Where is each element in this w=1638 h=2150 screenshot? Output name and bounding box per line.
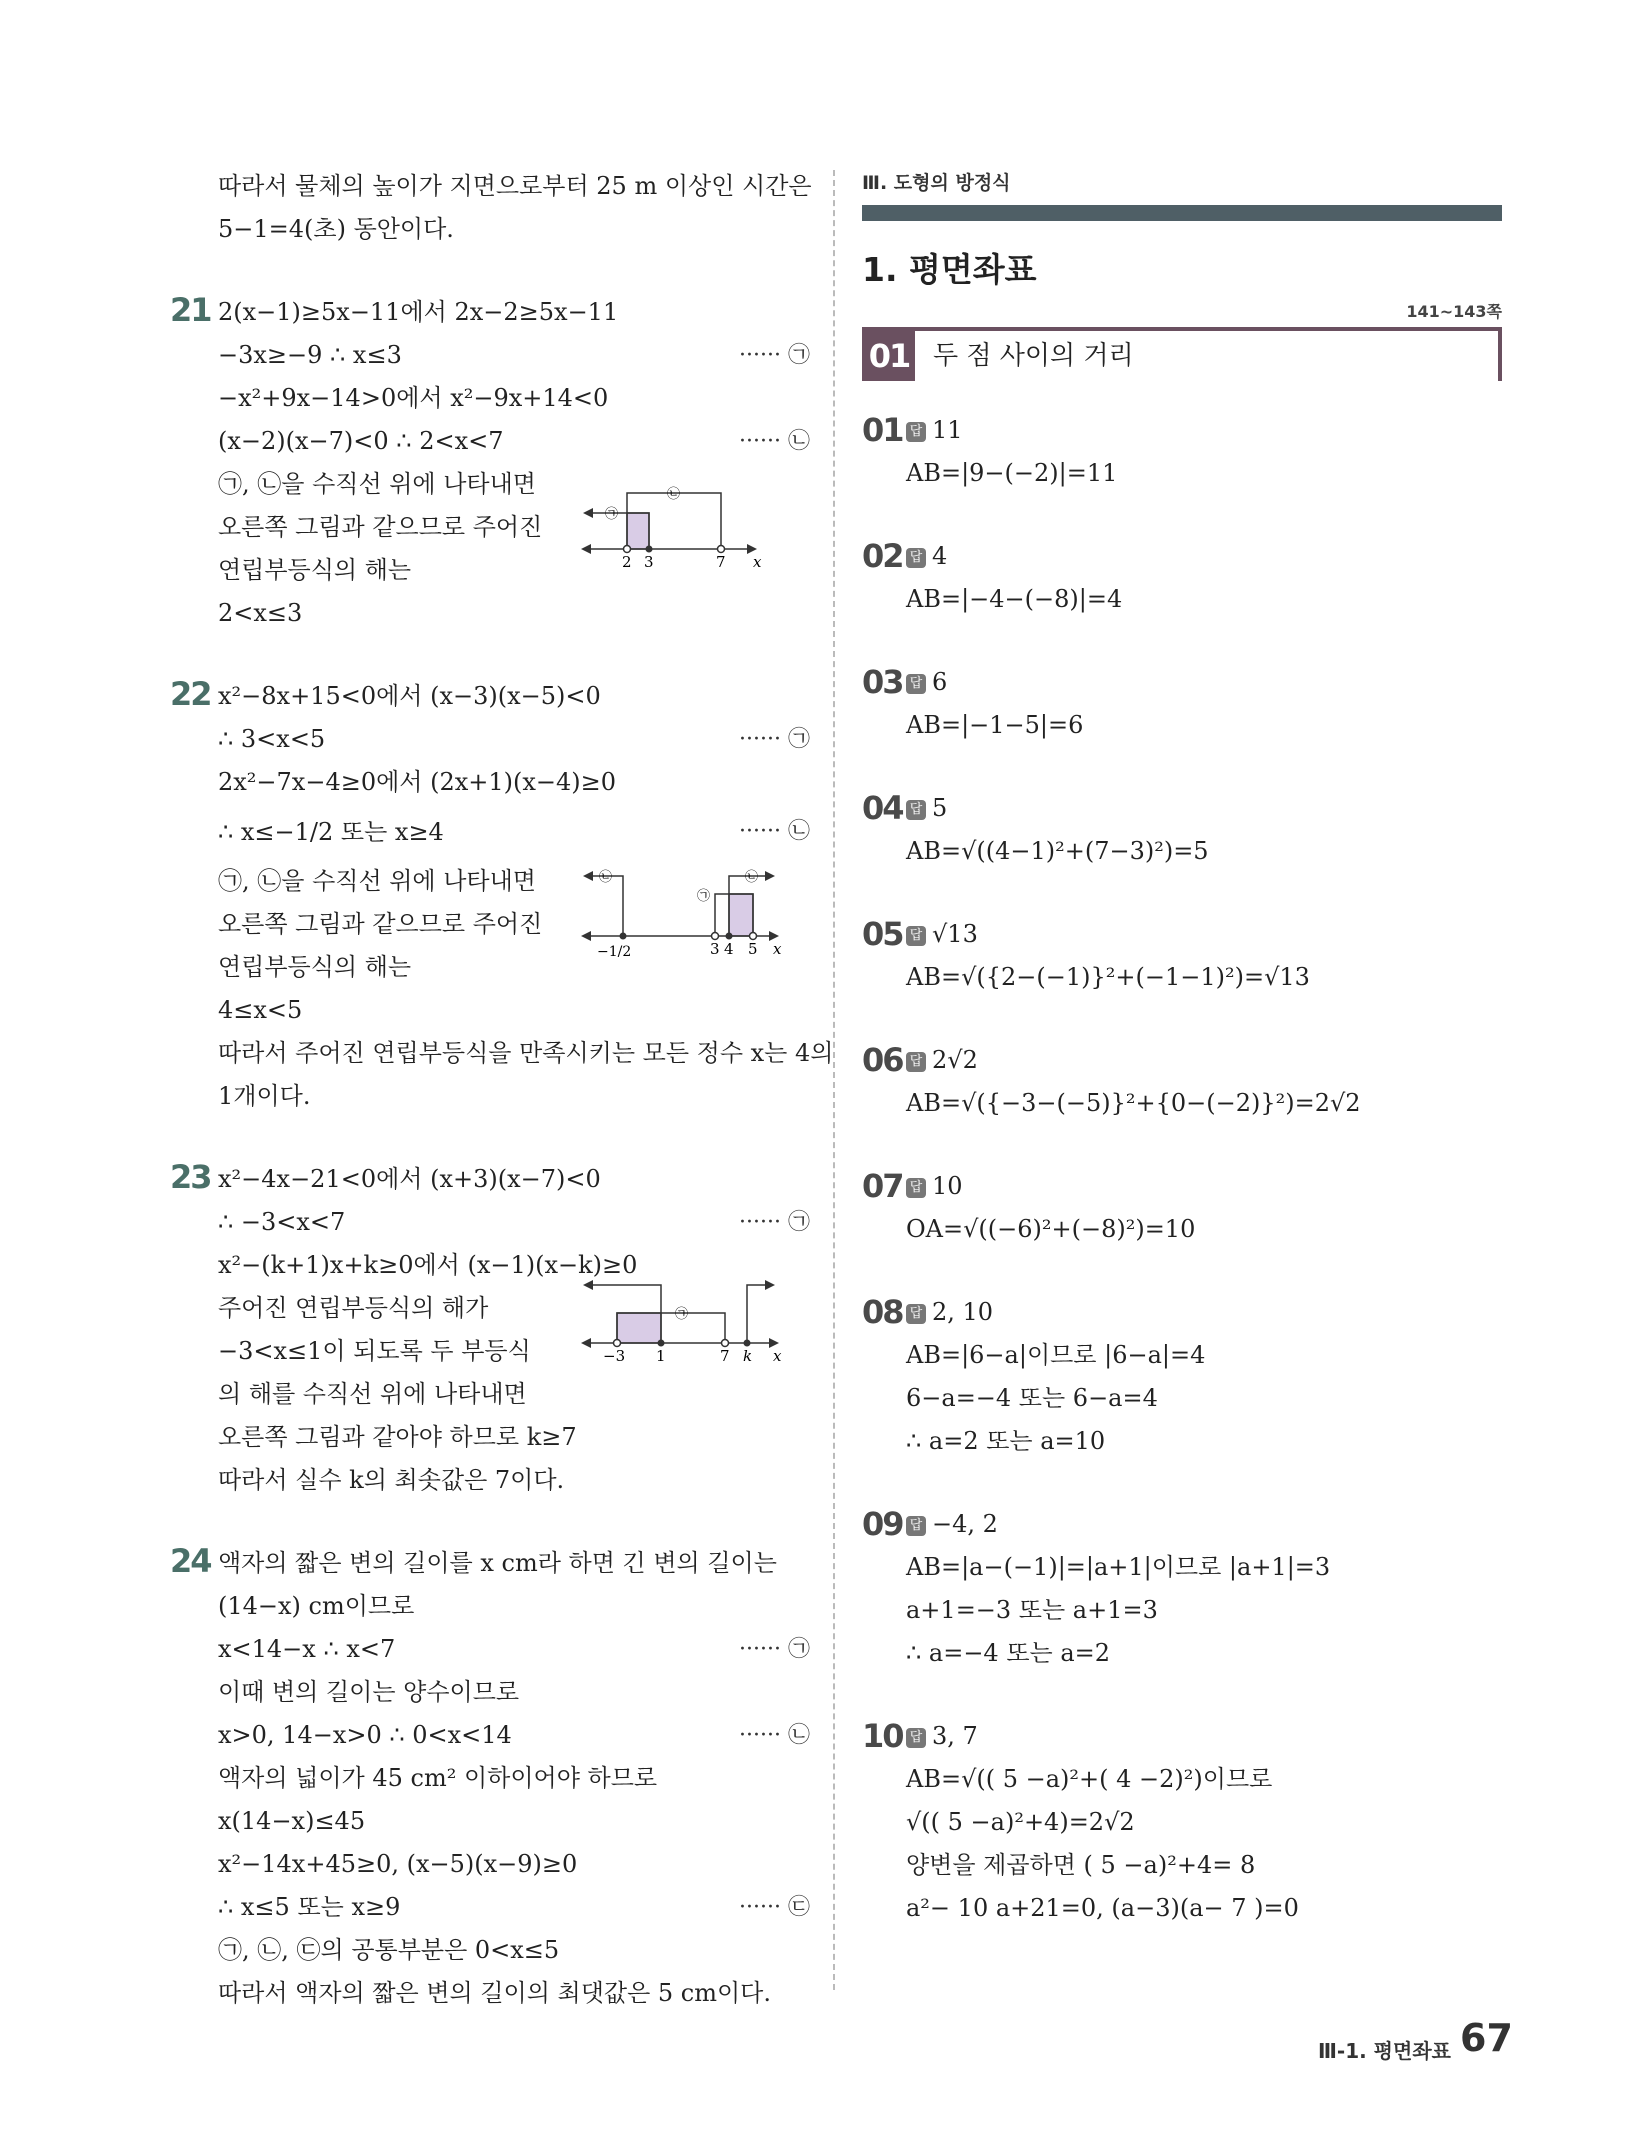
marker: ······ ㉡ [739,1723,810,1748]
question-number: 05 [862,915,903,953]
question-number: 02 [862,537,903,575]
answer-icon: 답 [906,674,926,694]
answer-icon: 답 [906,1178,926,1198]
answer-icon: 답 [906,800,926,820]
question-05 [862,913,1502,999]
question-09 [862,1503,1502,1675]
problem-21 [170,291,810,635]
problem-24 [170,1542,810,2015]
question-02 [862,535,1502,621]
problem-line [170,1459,810,1502]
label-giyeok: ㉠ [605,507,619,522]
tick-minus-3: −3 [603,1347,626,1365]
problem-line [170,761,810,804]
question-number: 07 [862,1167,903,1205]
answer-value: −4, 2 [932,1510,998,1538]
solution-line: 6−a=−4 또는 6−a=4 [906,1384,1158,1412]
problem-line [170,718,810,761]
line-text: 연립부등식의 해는 [218,953,412,981]
line-text: ∴ 3<x<5 [218,725,326,753]
answer-value: 2, 10 [932,1298,994,1326]
chapter-bar [862,205,1502,221]
question-number: 08 [862,1293,903,1331]
solution-line: OA=√((−6)²+(−8)²)=10 [906,1215,1196,1243]
solution-line: a²− 10 a+21=0, (a−3)(a− 7 )=0 [906,1894,1299,1922]
question-number: 03 [862,663,903,701]
answer-value: 11 [932,416,963,444]
question-number: 06 [862,1041,903,1079]
tick-minus-half: −1/2 [597,944,632,960]
tick-4: 4 [724,940,734,958]
solution-region [627,513,649,549]
line-text: 주어진 연립부등식의 해가 [218,1294,489,1322]
question-10 [862,1715,1502,1930]
answer-icon: 답 [906,1052,926,1072]
problem-line [170,1032,834,1075]
problem-line [170,1843,810,1886]
line-text: 따라서 액자의 짧은 변의 길이의 최댓값은 5 cm이다. [218,1979,771,2007]
problem-line [170,675,810,718]
tick-1: 1 [656,1347,666,1365]
section-title: 1. 평면좌표 [862,250,1037,289]
number-line-figure-23 [575,1263,815,1373]
question-06 [862,1039,1502,1125]
problem-line [170,1416,810,1459]
problem-line [170,1585,810,1628]
marker: ······ ㉠ [739,1210,810,1235]
line-text: x²−4x−21<0에서 (x+3)(x−7)<0 [218,1165,601,1193]
tick-7: 7 [716,553,726,571]
label-giyeok: ㉠ [675,1307,689,1322]
line-text: 액자의 넓이가 45 cm² 이하이어야 하므로 [218,1764,658,1792]
line-text: 따라서 주어진 연립부등식을 만족시키는 모든 정수 x는 4의 [218,1039,834,1067]
line-text: ㉠, ㉡을 수직선 위에 나타내면 [218,867,536,895]
marker: ······ ㉡ [739,819,810,844]
left-column [170,165,834,2015]
number-line-figure-22 [575,860,815,980]
solution-line: AB=|−4−(−8)|=4 [906,585,1123,613]
problem-line [170,1757,810,1800]
tick-3: 3 [644,553,654,571]
question-04 [862,787,1502,873]
problem-line [170,804,810,860]
question-01 [862,409,1502,495]
tick-7: 7 [720,1347,730,1365]
problem-line [170,1075,810,1118]
problem-line [170,989,810,1032]
answer-icon: 답 [906,1516,926,1536]
line-text: 연립부등식의 해는 [218,556,412,584]
line-text: x²−(k+1)x+k≥0에서 (x−1)(x−k)≥0 [218,1251,638,1279]
line-text: (14−x) cm이므로 [218,1592,415,1620]
problem-line [170,1886,810,1929]
line-text: 2(x−1)≥5x−11에서 2x−2≥5x−11 [218,298,619,326]
solution-line: ∴ a=−4 또는 a=2 [906,1639,1111,1667]
axis-x: x [773,940,782,958]
marker: ······ ㉢ [739,1895,810,1920]
answer-value: 6 [932,668,948,696]
line-text: x>0, 14−x>0 ∴ 0<x<14 [218,1721,512,1749]
line-text: 액자의 짧은 변의 길이를 x cm라 하면 긴 변의 길이는 [218,1549,777,1577]
line-text: 4≤x<5 [218,996,303,1024]
problem-number: 22 [170,675,211,713]
line-text: x<14−x ∴ x<7 [218,1635,396,1663]
problem-line [170,592,810,635]
problem-line [170,377,810,420]
answer-icon: 답 [906,1304,926,1324]
marker: ······ ㉠ [739,343,810,368]
problem-line [170,1714,810,1757]
problem-line [170,1542,810,1585]
marker: ······ ㉡ [739,429,810,454]
problem-line [170,1201,810,1244]
line-text: x²−14x+45≥0, (x−5)(x−9)≥0 [218,1850,578,1878]
problem-line [170,1158,810,1201]
line-text: ∴ x≤5 또는 x≥9 [218,1893,401,1921]
solution-line: AB=|a−(−1)|=|a+1|이므로 |a+1|=3 [906,1553,1331,1581]
tick-3: 3 [710,940,720,958]
line-text: ∴ −3<x<7 [218,1208,346,1236]
line-text: (x−2)(x−7)<0 ∴ 2<x<7 [218,427,504,455]
answer-icon: 답 [906,926,926,946]
question-number: 04 [862,789,903,827]
question-07 [862,1165,1502,1251]
answer-icon: 답 [906,422,926,442]
page-number: 67 [1460,2016,1513,2060]
solution-line: AB=|6−a|이므로 |6−a|=4 [906,1341,1206,1369]
axis-x: x [753,553,762,571]
answer-value: 5 [932,794,948,822]
topic-box [862,327,1502,381]
topic-number: 01 [863,331,915,381]
footer-section-label: Ⅲ-1. 평면좌표 [1318,2039,1451,2063]
chapter-title: Ⅲ. 도형의 방정식 [862,172,1011,194]
tick-5: 5 [748,940,758,958]
solution-line: AB=√(( 5 −a)²+( 4 −2)²)이므로 [906,1765,1273,1793]
line-text: 따라서 실수 k의 최솟값은 7이다. [218,1466,565,1494]
solution-line: ∴ a=2 또는 a=10 [906,1427,1106,1455]
solution-line: AB=|−1−5|=6 [906,711,1084,739]
line-text: ㉠, ㉡, ㉢의 공통부분은 0<x≤5 [218,1936,560,1964]
problem-line [170,420,810,463]
problem-number: 24 [170,1542,211,1580]
solution-line: AB=|9−(−2)|=11 [906,459,1118,487]
question-number: 09 [862,1505,903,1543]
label-nieun: ㉡ [667,487,681,502]
question-number: 01 [862,411,903,449]
answer-icon: 답 [906,1728,926,1748]
label-nieun: ㉡ [745,870,759,885]
label-nieun: ㉡ [599,870,613,885]
intro-line-1: 따라서 물체의 높이가 지면으로부터 25 m 이상인 시간은 [218,172,812,200]
answer-value: 4 [932,542,948,570]
line-text: ∴ x≤−1/2 또는 x≥4 [218,818,444,846]
answer-value: 10 [932,1172,963,1200]
tick-k: k [743,1347,753,1365]
question-08 [862,1291,1502,1463]
answer-value: √13 [932,920,978,948]
problem-line [170,291,810,334]
line-text: x²−8x+15<0에서 (x−3)(x−5)<0 [218,682,601,710]
label-giyeok: ㉠ [697,889,711,904]
intro-line-2: 5−1=4(초) 동안이다. [218,215,454,243]
line-text: 오른쪽 그림과 같아야 하므로 k≥7 [218,1423,577,1451]
topic-title: 두 점 사이의 거리 [933,341,1134,371]
line-text: 오른쪽 그림과 같으므로 주어진 [218,513,543,541]
marker: ······ ㉠ [739,727,810,752]
solution-line: AB=√({−3−(−5)}²+{0−(−2)}²)=2√2 [906,1089,1361,1117]
line-text: 의 해를 수직선 위에 나타내면 [218,1380,527,1408]
axis-x: x [773,1347,782,1365]
solution-line: 양변을 제곱하면 ( 5 −a)²+4= 8 [906,1851,1256,1879]
line-text: ㉠, ㉡을 수직선 위에 나타내면 [218,470,536,498]
problem-line [170,1671,810,1714]
problem-number: 23 [170,1158,211,1196]
line-text: −3<x≤1이 되도록 두 부등식 [218,1337,531,1365]
line-text: 1개이다. [218,1082,311,1110]
problem-line [170,334,810,377]
marker: ······ ㉠ [739,1637,810,1662]
line-text: 이때 변의 길이는 양수이므로 [218,1678,520,1706]
problem-line [170,1929,810,1972]
problem-line [170,1800,810,1843]
tick-2: 2 [622,553,632,571]
line-text: 2<x≤3 [218,599,303,627]
problem-line [170,1628,810,1671]
answer-value: 3, 7 [932,1722,978,1750]
right-column [862,165,1502,1930]
problem-line [170,1972,810,2015]
line-text: x(14−x)≤45 [218,1807,366,1835]
solution-region [729,894,753,936]
line-text: −3x≥−9 ∴ x≤3 [218,341,402,369]
solution-line: AB=√({2−(−1)}²+(−1−1)²)=√13 [906,963,1310,991]
solution-line: √(( 5 −a)²+4)=2√2 [906,1808,1135,1836]
page-range: 141~143쪽 [1406,302,1502,321]
question-03 [862,661,1502,747]
answer-value: 2√2 [932,1046,978,1074]
column-divider [833,170,835,1990]
problem-23 [170,1158,810,1502]
problem-22 [170,675,834,1118]
line-text: −x²+9x−14>0에서 x²−9x+14<0 [218,384,609,412]
solution-region [617,1313,661,1343]
line-text: 2x²−7x−4≥0에서 (2x+1)(x−4)≥0 [218,768,617,796]
solution-line: a+1=−3 또는 a+1=3 [906,1596,1158,1624]
problem-line [170,1373,810,1416]
question-number: 10 [862,1717,903,1755]
number-line-figure-21 [575,461,815,571]
line-text: 오른쪽 그림과 같으므로 주어진 [218,910,543,938]
problem-number: 21 [170,291,211,329]
solution-line: AB=√((4−1)²+(7−3)²)=5 [906,837,1209,865]
answer-icon: 답 [906,548,926,568]
